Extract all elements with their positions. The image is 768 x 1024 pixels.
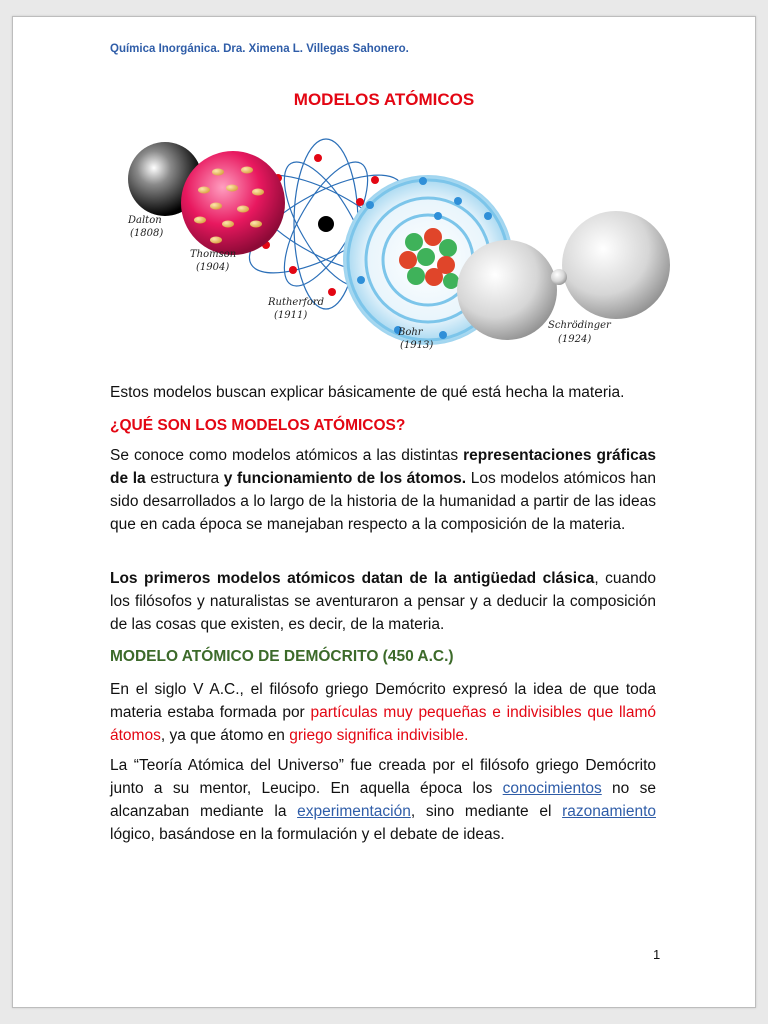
page-number: 1	[653, 947, 661, 962]
intro-paragraph: Estos modelos buscan explicar básicamente de qué está hecha la materia.	[110, 384, 625, 401]
thomson-sphere	[181, 151, 285, 255]
text-span: , sino mediante el	[410, 803, 563, 820]
thomson-label: Thomson	[190, 249, 237, 260]
text-span: estructura	[145, 470, 224, 487]
paragraph-theory	[110, 754, 656, 846]
text-span: no se alcanzaban mediante la	[110, 780, 656, 820]
bohr-year: (1913)	[400, 340, 434, 351]
dalton-label: Dalton	[128, 215, 162, 226]
text-span: La “Teoría Atómica del Universo” fue creada por el filósofo griego Demócrito junto a su mentor, Leucipo. En aquella época los	[110, 757, 656, 797]
running-header: Química Inorgánica. Dra. Ximena L. Villegas Sahonero.	[110, 43, 409, 55]
text-span: Los modelos atómicos han sido desarrollados a lo largo de la historia de la humanidad a partir de las ideas que en cada época se manejaban respecto a la composición de la materia.	[110, 470, 656, 533]
link-conocimientos[interactable]: conocimientos	[502, 780, 602, 797]
schrodinger-lobe-left	[457, 240, 557, 340]
bold-span: representaciones gráficas de la	[110, 447, 657, 487]
schrodinger-label: Schrödinger	[548, 320, 611, 331]
rutherford-label: Rutherford	[268, 297, 325, 308]
rutherford-nucleus	[318, 216, 334, 232]
bohr-label: Bohr	[398, 327, 423, 338]
paragraph-first-models	[110, 567, 656, 636]
dalton-year: (1808)	[130, 228, 164, 239]
document-page	[12, 16, 756, 1008]
atomic-models-illustration	[108, 120, 678, 360]
rutherford-year: (1911)	[274, 310, 308, 321]
schrodinger-lobe-right	[562, 211, 670, 319]
paragraph-definition	[110, 444, 656, 536]
text-span: , cuando los filósofos y naturalistas se aventuraron a pensar y a deducir la composición de las cosas que existen, es decir, de la materia.	[110, 570, 656, 633]
section-heading-democritus: MODELO ATÓMICO DE DEMÓCRITO (450 A.C.)	[110, 648, 454, 665]
highlight-span: griego significa indivisible.	[289, 727, 469, 744]
link-experimentacion[interactable]: experimentación	[297, 803, 411, 820]
bold-span: Los primeros modelos atómicos datan de la antigüedad clásica	[110, 570, 595, 587]
highlight-span: partículas muy pequeñas e indivisibles que llamó átomos	[110, 704, 656, 744]
link-razonamiento[interactable]: razonamiento	[562, 803, 656, 820]
bold-span: y funcionamiento de los átomos.	[223, 470, 467, 487]
thomson-year: (1904)	[196, 262, 230, 273]
schrodinger-center	[551, 269, 567, 285]
paragraph-democritus	[110, 678, 656, 747]
schrodinger-year: (1924)	[558, 334, 592, 345]
text-span: En el siglo V A.C., el filósofo griego Demócrito expresó la idea de que toda materia estaba formada por	[110, 681, 656, 721]
section-heading-what-are: ¿QUÉ SON LOS MODELOS ATÓMICOS?	[110, 417, 406, 434]
text-span: , ya que átomo en	[160, 727, 290, 744]
text-span: lógico, basándose en la formulación y el debate de ideas.	[110, 826, 505, 843]
page-title: MODELOS ATÓMICOS	[293, 90, 475, 109]
text-span: Se conoce como modelos atómicos a las distintas	[110, 447, 464, 464]
